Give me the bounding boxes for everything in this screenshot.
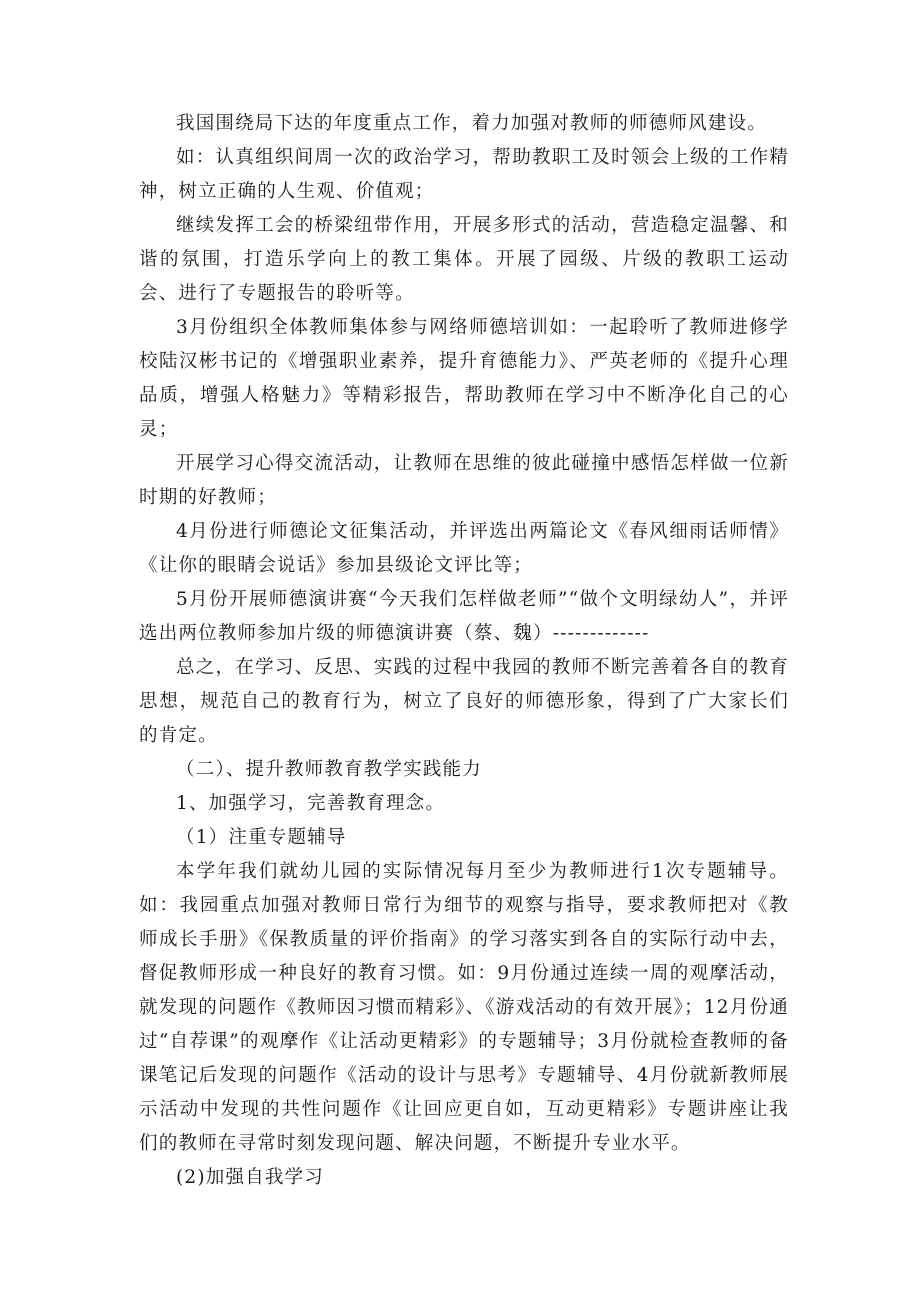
paragraph-union-activities: 继续发挥工会的桥梁纽带作用，开展多形式的活动，营造稳定温馨、和谐的氛围，打造乐学向上的教工集体。开展了园级、片级的教职工运动会、进行了专题报告的聆听等。 (139, 215, 789, 304)
section-heading-2: （二）、提升教师教育教学实践能力 (176, 759, 482, 780)
item-heading-2: (2)加强自我学习 (176, 1167, 325, 1188)
paragraph-march-training: 3月份组织全体教师集体参与网络师德培训如：一起聆听了教师进修学校陆汉彬书记的《增强职业素养，提升育德能力》、严英老师的《提升心理品质，增强人格魅力》等精彩报告，帮助教师在学习中不断净化自己的心灵； (139, 317, 789, 440)
paragraph-ethics-intro: 我国围绕局下达的年度重点工作，着力加强对教师的师德师风建设。 (176, 113, 768, 134)
item-heading-1: （1）注重专题辅导 (176, 827, 347, 848)
paragraph-exchange-activity: 开展学习心得交流活动，让教师在思维的彼此碰撞中感悟怎样做一位新时期的好教师； (139, 453, 789, 508)
paragraph-special-guidance: 本学年我们就幼儿园的实际情况每月至少为教师进行1次专题辅导。如：我园重点加强对教师日常行为细节的观察与指导，要求教师把对《教师成长手册》《保教质量的评价指南》的学习落实到各自的实际行动中去，督促教师形成一种良好的教育习惯。如：9月份通过连续一周的观摩活动，就发现的问题作《教师因习惯而精彩》、《游戏活动的有效开展》；12月份通过“自荐课”的观摩作《让活动更精彩》的专题辅导；3月份就检查教师的备课笔记后发现的问题作《活动的设计与思考》专题辅导、4月份就新教师展示活动中发现的共性问题作《让回应更自如，互动更精彩》专题讲座让我们的教师在寻常时刻发现问题、解决问题，不断提升专业水平。 (139, 861, 789, 1154)
paragraph-summary: 总之，在学习、反思、实践的过程中我园的教师不断完善着各自的教育思想，规范自己的教育行为，树立了良好的师德形象，得到了广大家长们的肯定。 (139, 657, 789, 746)
document-page (139, 107, 789, 1195)
paragraph-political-study: 如：认真组织间周一次的政治学习，帮助教职工及时领会上级的工作精神，树立正确的人生观、价值观； (139, 147, 789, 202)
subsection-heading-1: 1、加强学习，完善教育理念。 (176, 793, 446, 814)
paragraph-may-speech: 5月份开展师德演讲赛“今天我们怎样做老师”“做个文明绿幼人”，并评选出两位教师参加片级的师德演讲赛（蔡、魏）------------- (139, 589, 789, 644)
paragraph-april-essays: 4月份进行师德论文征集活动，并评选出两篇论文《春风细雨话师情》《让你的眼睛会说话》参加县级论文评比等； (139, 521, 789, 576)
